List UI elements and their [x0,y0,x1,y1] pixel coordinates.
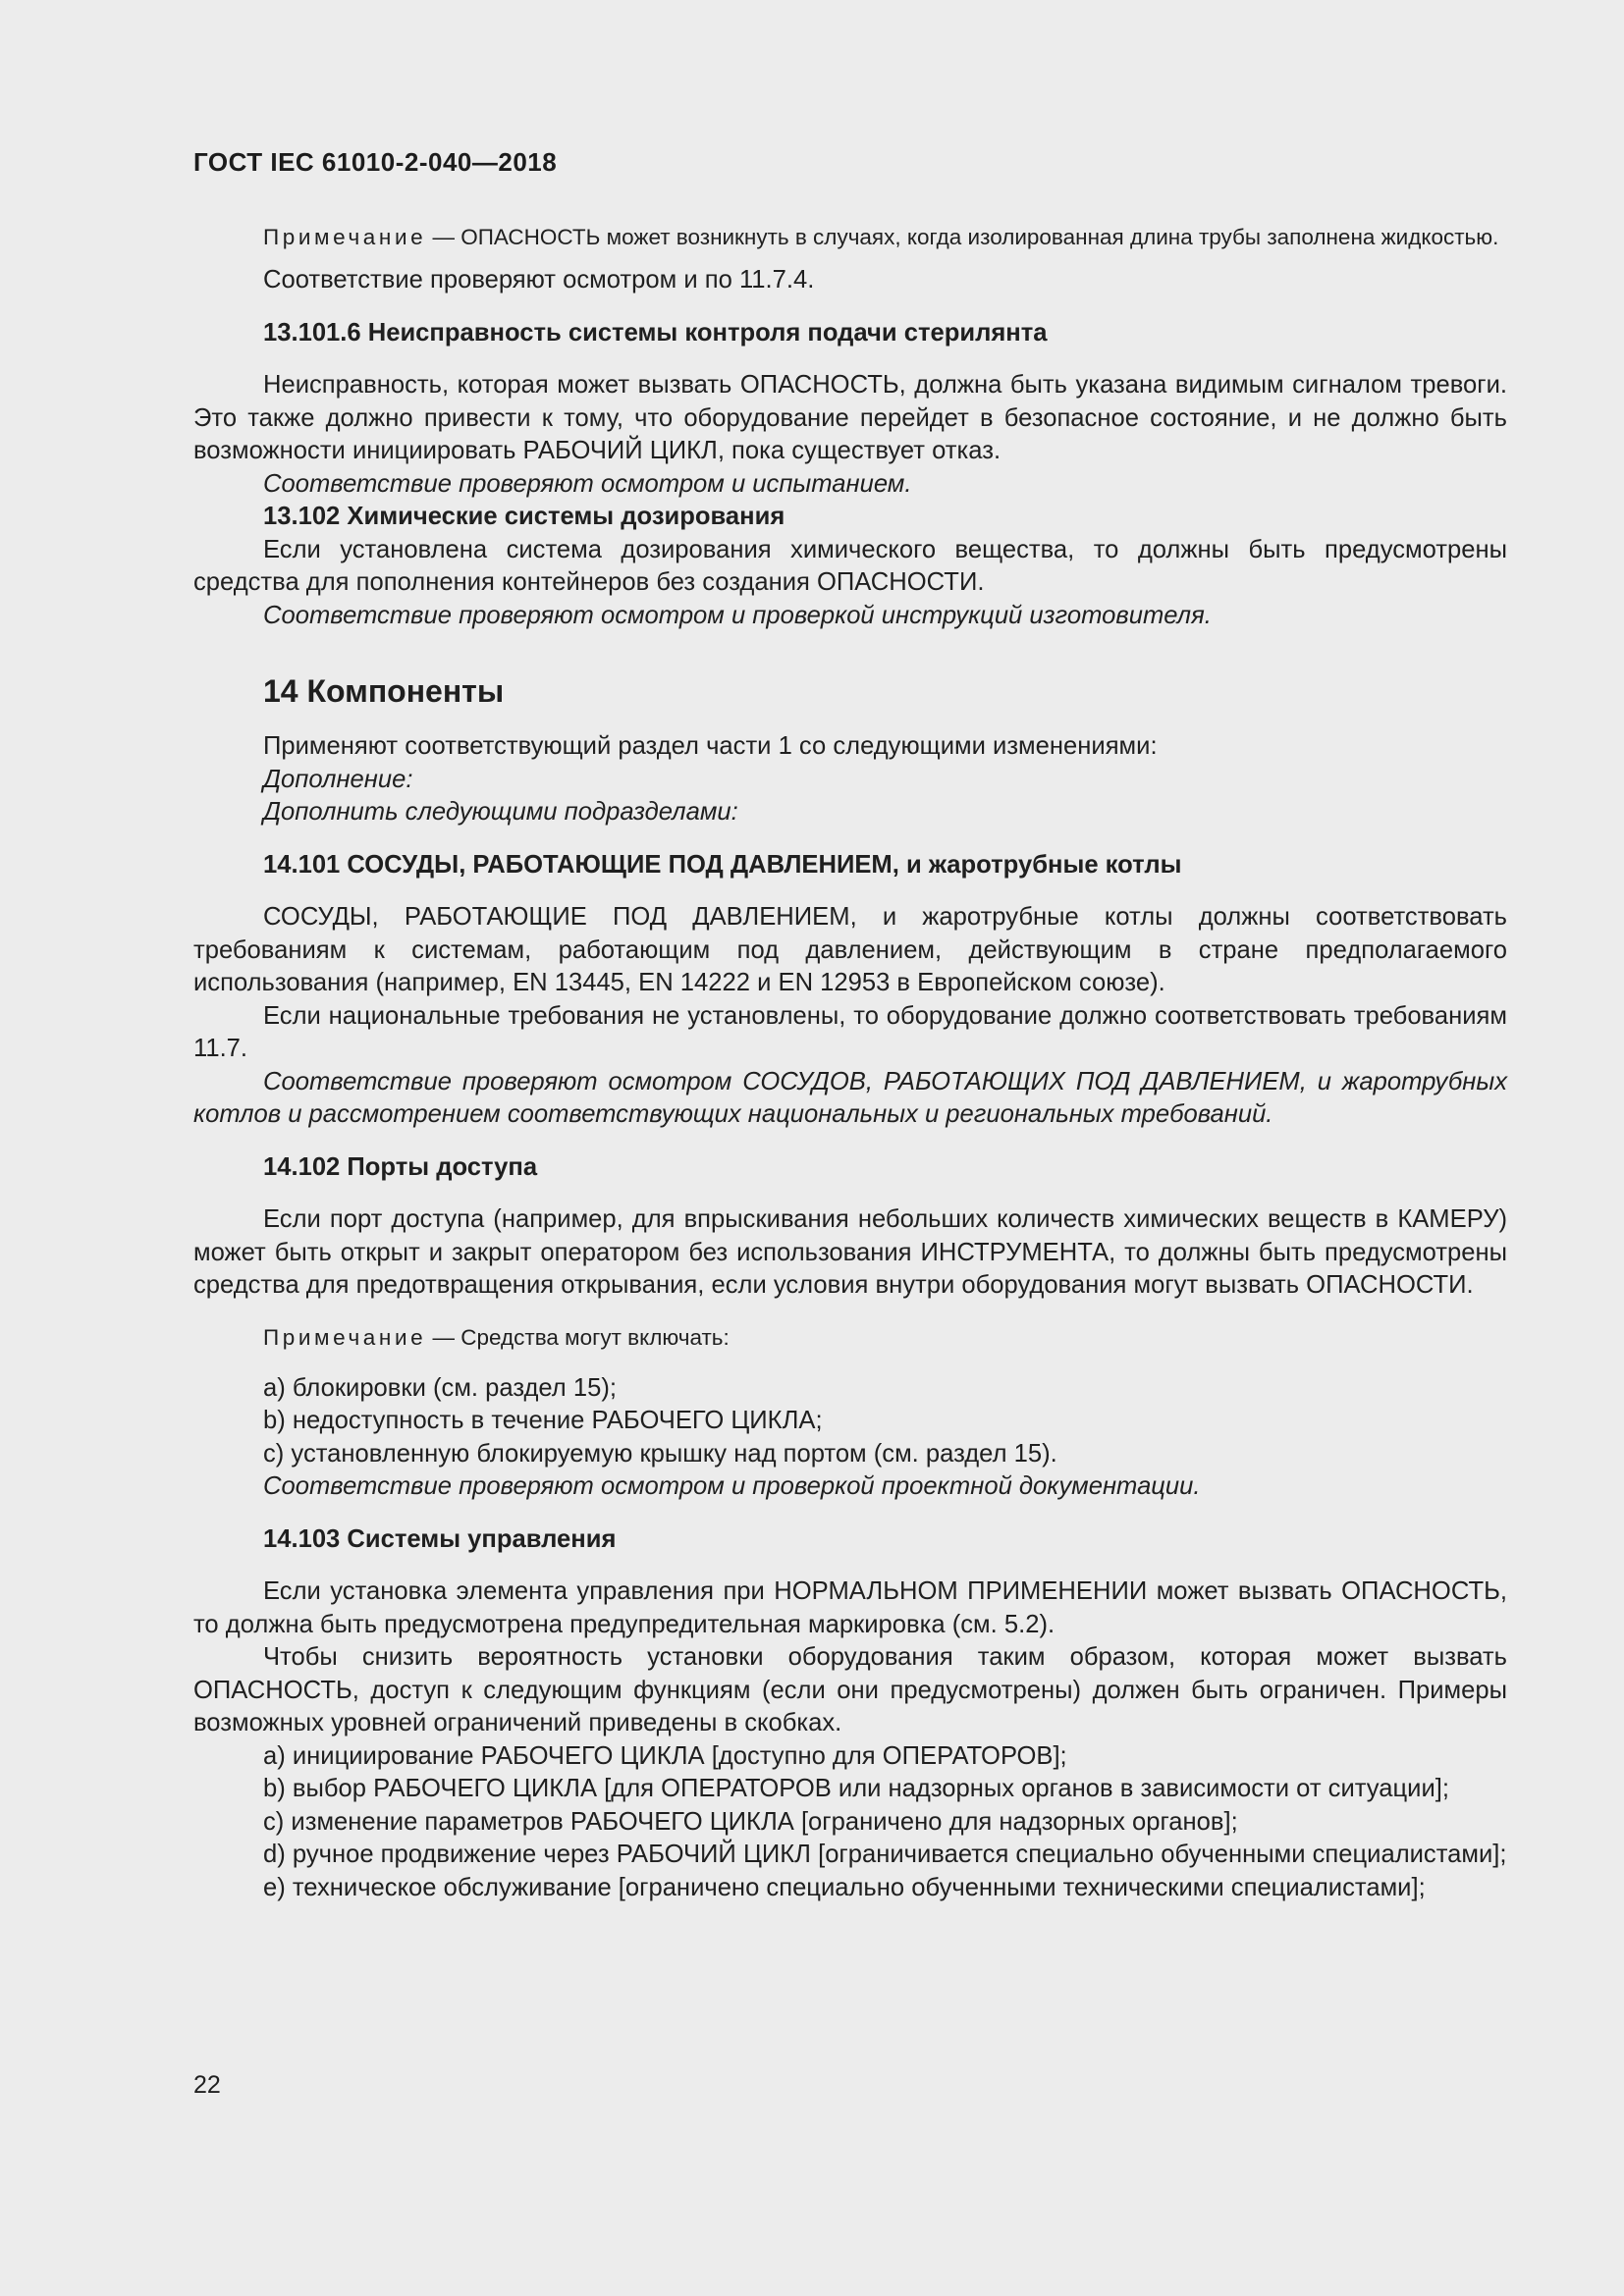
list-item: b) выбор РАБОЧЕГО ЦИКЛА [для ОПЕРАТОРОВ или надзорных органов в зависимости от ситуации]; [263,1775,1449,1802]
paragraph: Если установлена система дозирования химического вещества, то должны быть предусмотрены средства для пополнения контейнеров без создания ОПАСНОСТИ. [193,535,1507,596]
paragraph: Соответствие проверяют осмотром и по 11.7.4. [263,266,815,294]
section-heading-13-101-6: 13.101.6 Неисправность системы контроля подачи стерилянта [263,318,1048,347]
note-text: — ОПАСНОСТЬ может возникнуть в случаях, когда изолированная длина трубы заполнена жидкостью. [426,225,1499,249]
paragraph: Неисправность, которая может вызвать ОПАСНОСТЬ, должна быть указана видимым сигналом тревоги. Это также должно привести к тому, что оборудование перейдет в безопасное состояние, и не должно быть возможности инициировать РАБОЧИЙ ЦИКЛ, пока существует отказ. [193,371,1507,464]
section-heading-14-101: 14.101 СОСУДЫ, РАБОТАЮЩИЕ ПОД ДАВЛЕНИЕМ, и жаротрубные котлы [263,850,1182,879]
note-paragraph [193,222,1507,252]
list-item: a) инициирование РАБОЧЕГО ЦИКЛА [доступно для ОПЕРАТОРОВ]; [263,1741,1067,1770]
section-heading-14-103: 14.103 Системы управления [263,1524,617,1553]
addition-label: Дополнение: [263,765,413,793]
list-item: b) недоступность в течение РАБОЧЕГО ЦИКЛА; [263,1407,823,1434]
note-paragraph [193,1322,1507,1353]
compliance-paragraph: Соответствие проверяют осмотром и проверкой инструкций изготовителя. [263,601,1212,629]
list-item: a) блокировки (см. раздел 15); [263,1373,617,1402]
list-item: c) изменение параметров РАБОЧЕГО ЦИКЛА [ограничено для надзорных органов]; [263,1807,1238,1836]
page-body [193,222,1507,1904]
note-label: Примечание [263,1324,427,1350]
list-item: e) техническое обслуживание [ограничено специально обученными техническими специалистами]; [263,1873,1426,1901]
addition-instruction: Дополнить следующими подразделами: [263,798,738,826]
paragraph: Если национальные требования не установлены, то оборудование должно соответствовать требованиям 11.7. [193,1001,1507,1062]
page-number: 22 [193,2071,221,2099]
note-label: Примечание [263,225,427,249]
standard-header: ГОСТ IEC 61010-2-040—2018 [193,147,558,177]
list-item: d) ручное продвижение через РАБОЧИЙ ЦИКЛ [ограничивается специально обученными специалистами]; [263,1841,1507,1868]
compliance-paragraph: Соответствие проверяют осмотром и проверкой проектной документации. [263,1472,1201,1500]
paragraph: СОСУДЫ, РАБОТАЮЩИЕ ПОД ДАВЛЕНИЕМ, и жаротрубные котлы должны соответствовать требованиям к системам, работающим под давлением, действующим в стране предполагаемого использования (например, EN 13445, EN 14222 и EN 12953 в Европейском союзе). [193,903,1507,996]
paragraph: Чтобы снизить вероятность установки оборудования таким образом, которая может вызвать ОПАСНОСТЬ, доступ к следующим функциям (если они предусмотрены) должен быть ограничен. Примеры возможных уровней ограничений приведены в скобках. [193,1643,1507,1736]
paragraph: Если порт доступа (например, для впрыскивания небольших количеств химических веществ в КАМЕРУ) может быть открыт и закрыт оператором без использования ИНСТРУМЕНТА, то должны быть предусмотрены средства для предотвращения открывания, если условия внутри оборудования могут вызвать ОПАСНОСТИ. [193,1205,1507,1299]
list-item: c) установленную блокируемую крышку над портом (см. раздел 15). [263,1439,1057,1468]
compliance-paragraph: Соответствие проверяют осмотром и испытанием. [263,469,912,498]
section-heading-13-102: 13.102 Химические системы дозирования [263,503,785,530]
compliance-paragraph: Соответствие проверяют осмотром СОСУДОВ, РАБОТАЮЩИХ ПОД ДАВЛЕНИЕМ, и жаротрубных котлов и рассмотрением соответствующих национальных и региональных требований. [193,1067,1507,1128]
section-heading-14: 14 Компоненты [263,673,505,709]
note-text: — Средства могут включать: [426,1324,730,1350]
paragraph: Если установка элемента управления при НОРМАЛЬНОМ ПРИМЕНЕНИИ может вызвать ОПАСНОСТЬ, то должна быть предусмотрена предупредительная маркировка (см. 5.2). [193,1577,1507,1638]
section-heading-14-102: 14.102 Порты доступа [263,1152,538,1181]
paragraph: Применяют соответствующий раздел части 1 со следующими изменениями: [263,732,1158,760]
